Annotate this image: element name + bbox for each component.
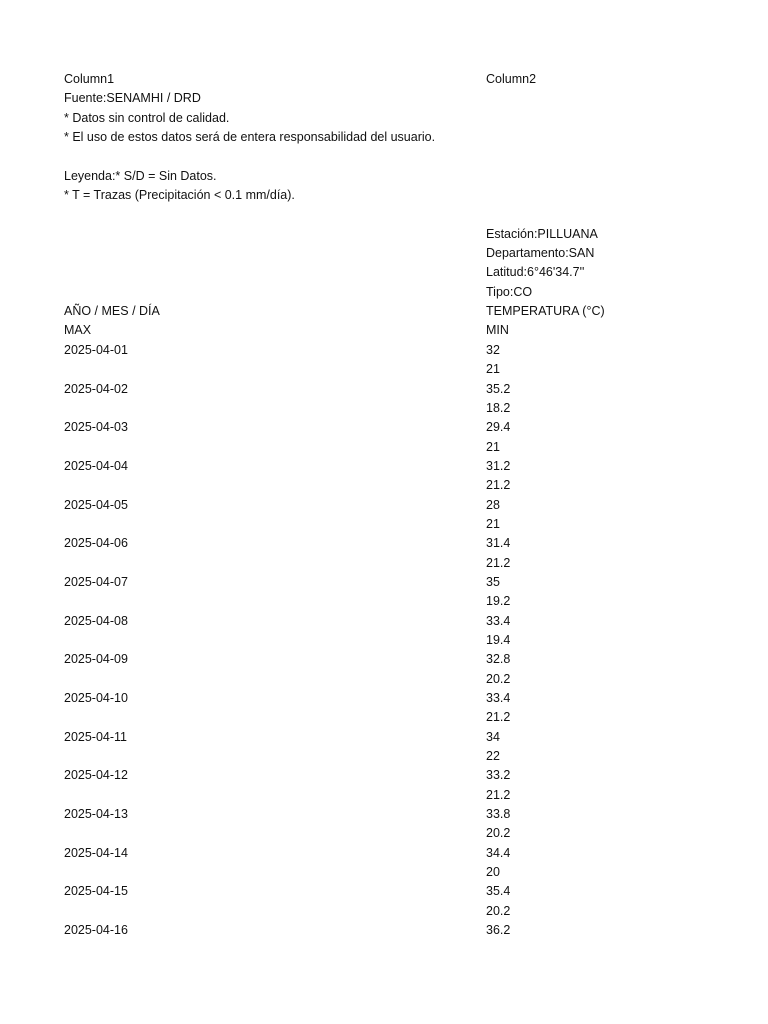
- cell-column2: 34: [486, 729, 500, 744]
- cell-column1: [64, 399, 486, 418]
- cell-column1: MAX: [64, 323, 92, 338]
- table-row: [64, 863, 704, 882]
- cell-column2: 33.4: [486, 613, 511, 628]
- cell-column2: 36.2: [486, 923, 511, 938]
- cell-column2: 32.8: [486, 652, 511, 667]
- cell-column2: 35.2: [486, 381, 511, 396]
- table-row: [64, 902, 704, 921]
- table-row: [64, 515, 704, 534]
- table-row: [64, 592, 704, 611]
- cell-column1: AÑO / MES / DÍA: [64, 304, 160, 319]
- cell-column2: 18.2: [486, 400, 511, 415]
- cell-column2: Departamento:SAN: [486, 246, 595, 261]
- table-row: [64, 747, 704, 766]
- cell-column2: 19.2: [486, 594, 511, 609]
- cell-column2: 21: [486, 516, 500, 531]
- cell-column1: [64, 244, 486, 263]
- cell-column1: 2025-04-05: [64, 497, 128, 512]
- cell-column1: [64, 515, 486, 534]
- cell-column1: * El uso de estos datos será de entera responsabilidad del usuario.: [64, 130, 436, 145]
- cell-column1: [64, 670, 486, 689]
- cell-column1: 2025-04-10: [64, 691, 128, 705]
- table-row: [64, 418, 704, 437]
- table-row: [64, 283, 704, 302]
- cell-column2: Tipo:CO: [486, 284, 533, 299]
- table-row: [64, 109, 704, 128]
- table-row: [64, 766, 704, 785]
- table-row: [64, 921, 704, 940]
- cell-column1: 2025-04-07: [64, 574, 128, 589]
- cell-column1: [64, 708, 486, 727]
- cell-column2: 31.2: [486, 458, 511, 473]
- table-row: [64, 573, 704, 592]
- cell-column1: 2025-04-15: [64, 884, 128, 899]
- table-row: [64, 554, 704, 573]
- cell-column1: * Datos sin control de calidad.: [64, 110, 230, 125]
- cell-column2: 21: [486, 439, 500, 454]
- cell-column2: 20: [486, 865, 500, 880]
- cell-column2: 20.2: [486, 903, 511, 918]
- cell-column2: 33.4: [486, 691, 511, 705]
- cell-column1: [64, 902, 486, 921]
- data-table: [64, 70, 704, 940]
- cell-column1: [64, 786, 486, 805]
- cell-column1: 2025-04-16: [64, 923, 128, 938]
- table-row: [64, 438, 704, 457]
- table-row: [64, 476, 704, 495]
- cell-column2: 22: [486, 749, 500, 764]
- cell-column1: 2025-04-04: [64, 458, 128, 473]
- table-row: [64, 89, 704, 108]
- table-row: [64, 708, 704, 727]
- cell-column1: * T = Trazas (Precipitación < 0.1 mm/día).: [64, 188, 295, 203]
- table-row: [64, 321, 704, 340]
- table-row: [64, 380, 704, 399]
- table-row: [64, 186, 704, 205]
- cell-column2: 21.2: [486, 555, 511, 570]
- cell-column1: 2025-04-12: [64, 768, 128, 783]
- cell-column2: Estación:PILLUANA: [486, 226, 598, 241]
- table-row: [64, 631, 704, 650]
- table-row: [64, 302, 704, 321]
- table-row: [64, 341, 704, 360]
- cell-column1: 2025-04-02: [64, 381, 128, 396]
- cell-column1: 2025-04-09: [64, 652, 128, 667]
- cell-column1: 2025-04-08: [64, 613, 128, 628]
- cell-column2: 20.2: [486, 826, 511, 841]
- table-row: [64, 689, 704, 708]
- cell-column1: [64, 824, 486, 843]
- cell-column2: MIN: [486, 323, 509, 338]
- table-row: [64, 167, 704, 186]
- cell-column2: 28: [486, 497, 500, 512]
- cell-column1: [64, 147, 486, 166]
- cell-column2: 21: [486, 362, 500, 377]
- cell-column2: Latitud:6°46'34.7'': [486, 265, 585, 280]
- cell-column1: 2025-04-06: [64, 536, 128, 551]
- table-row: [64, 70, 704, 89]
- cell-column2: 35: [486, 574, 500, 589]
- cell-column1: Fuente:SENAMHI / DRD: [64, 91, 201, 106]
- table-row: [64, 534, 704, 553]
- cell-column1: [64, 476, 486, 495]
- table-row: [64, 496, 704, 515]
- table-row: [64, 128, 704, 147]
- cell-column2: 33.8: [486, 807, 511, 822]
- cell-column2: 19.4: [486, 632, 511, 647]
- table-row: [64, 882, 704, 901]
- cell-column2: 20.2: [486, 671, 511, 686]
- cell-column2: 21.2: [486, 787, 511, 802]
- cell-column2: 35.4: [486, 884, 511, 899]
- table-row: [64, 205, 704, 224]
- table-row: [64, 457, 704, 476]
- cell-column1: 2025-04-01: [64, 342, 128, 357]
- cell-column1: 2025-04-11: [64, 729, 128, 744]
- table-row: [64, 805, 704, 824]
- cell-column1: [64, 863, 486, 882]
- cell-column1: [64, 592, 486, 611]
- cell-column1: [64, 554, 486, 573]
- table-row: [64, 650, 704, 669]
- cell-column1: Column1: [64, 72, 115, 86]
- cell-column2: 21.2: [486, 710, 511, 725]
- table-row: [64, 670, 704, 689]
- cell-column2: 29.4: [486, 420, 511, 435]
- cell-column1: [64, 283, 486, 302]
- table-row: [64, 612, 704, 631]
- cell-column1: 2025-04-13: [64, 807, 128, 822]
- cell-column2: 21.2: [486, 478, 511, 493]
- table-row: [64, 786, 704, 805]
- table-row: [64, 844, 704, 863]
- cell-column2: 32: [486, 342, 500, 357]
- table-row: [64, 824, 704, 843]
- cell-column1: [64, 225, 486, 244]
- cell-column1: Leyenda:* S/D = Sin Datos.: [64, 168, 217, 183]
- cell-column2: TEMPERATURA (°C): [486, 304, 605, 319]
- table-row: [64, 225, 704, 244]
- table-row: [64, 360, 704, 379]
- cell-column2: 31.4: [486, 536, 511, 551]
- cell-column2: Column2: [486, 72, 537, 86]
- cell-column1: [64, 263, 486, 282]
- cell-column1: 2025-04-03: [64, 420, 128, 435]
- table-row: [64, 728, 704, 747]
- cell-column1: 2025-04-14: [64, 845, 128, 860]
- table-row: [64, 399, 704, 418]
- cell-column1: [64, 747, 486, 766]
- table-row: [64, 263, 704, 282]
- cell-column1: [64, 631, 486, 650]
- cell-column2: 33.2: [486, 768, 511, 783]
- table-row: [64, 244, 704, 263]
- cell-column1: [64, 205, 486, 224]
- cell-column1: [64, 438, 486, 457]
- cell-column2: 34.4: [486, 845, 511, 860]
- table-row: [64, 147, 704, 166]
- cell-column1: [64, 360, 486, 379]
